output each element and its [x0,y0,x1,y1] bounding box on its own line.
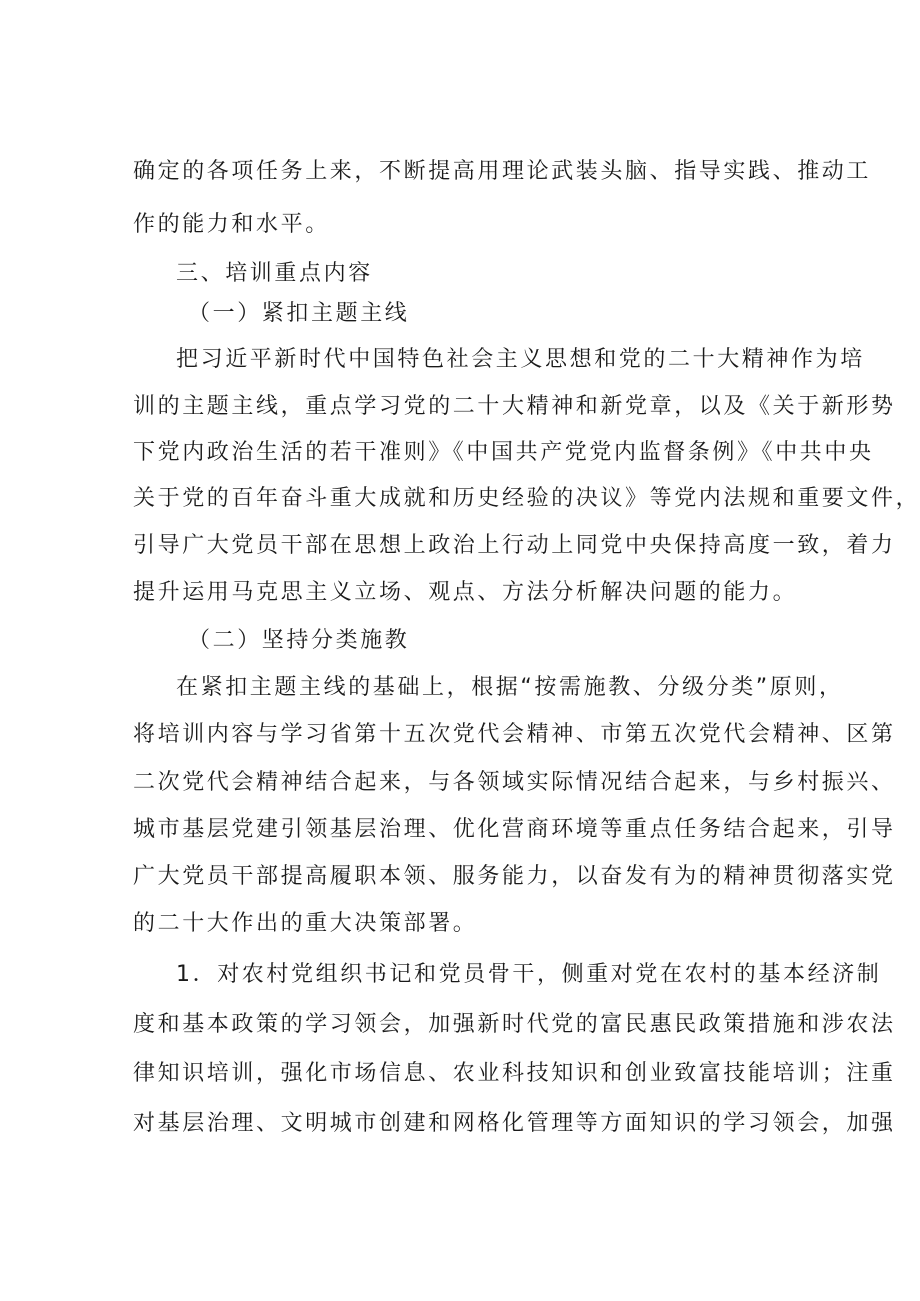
body-line: 二次党代会精神结合起来，与各领域实际情况结合起来，与乡村振兴、 [133,770,896,795]
body-line: 确定的各项任务上来，不断提高用理论武装头脑、指导实践、推动工 [133,159,872,184]
body-line: 下党内政治生活的若干准则》《中国共产党党内监督条例》《中共中央 [133,440,874,465]
body-line: 对基层治理、文明城市创建和网格化管理等方面知识的学习领会，加强 [133,1111,896,1136]
body-line: 把习近平新时代中国特色社会主义思想和党的二十大精神作为培 [176,347,865,372]
body-line: 训的主题主线，重点学习党的二十大精神和新党章，以及《关于新形势 [133,394,896,419]
list-item-line: 1．对农村党组织书记和党员骨干，侧重对党在农村的基本经济制 [176,962,882,987]
body-line: 提升运用马克思主义立场、观点、方法分析解决问题的能力。 [133,580,798,605]
section-heading: 三、培训重点内容 [176,261,373,286]
body-line: 在紧扣主题主线的基础上，根据“按需施教、分级分类”原则， [176,675,844,700]
body-line: 将培训内容与学习省第十五次党代会精神、市第五次党代会精神、区第 [133,722,896,747]
body-line: 关于党的百年奋斗重大成就和历史经验的决议》等党内法规和重要文件， [133,486,920,511]
body-line: 的二十大作出的重大决策部署。 [133,911,478,936]
body-line: 律知识培训，强化市场信息、农业科技知识和创业致富技能培训；注重 [133,1061,896,1086]
body-line: 度和基本政策的学习领会，加强新时代党的富民惠民政策措施和涉农法 [133,1012,896,1037]
body-line: 城市基层党建引领基层治理、优化营商环境等重点任务结合起来，引导 [133,817,896,842]
body-line: 引导广大党员干部在思想上政治上行动上同党中央保持高度一致，着力 [133,533,896,558]
subsection-heading: （一）紧扣主题主线 [188,301,410,326]
body-line: 作的能力和水平。 [133,212,330,237]
subsection-heading: （二）坚持分类施教 [188,628,410,653]
body-line: 广大党员干部提高履职本领、服务能力，以奋发有为的精神贯彻落实党 [133,864,896,889]
